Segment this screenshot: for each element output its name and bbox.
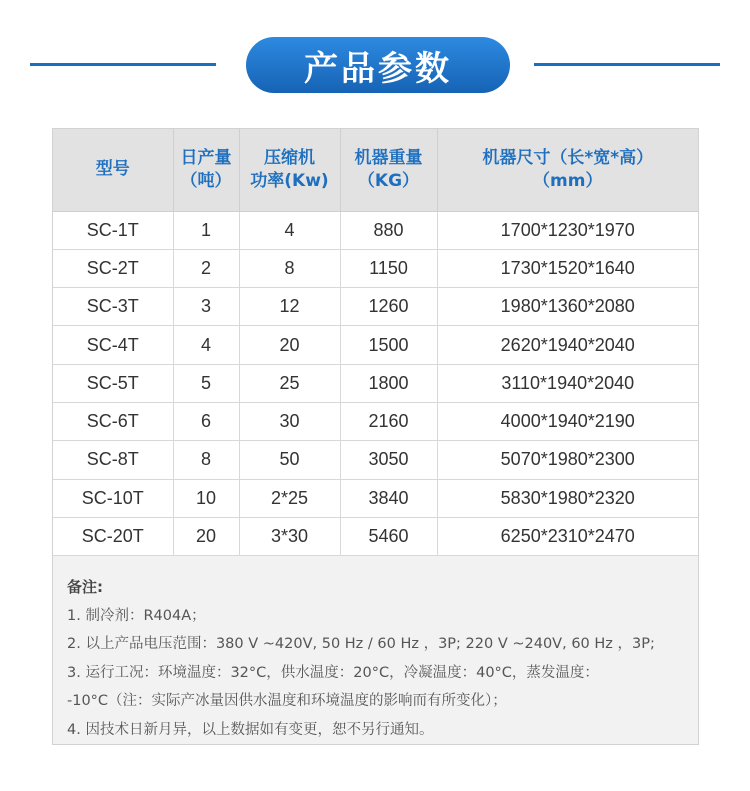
column-header-unit: （mm）	[533, 170, 603, 191]
table-cell: 2620*1940*2040	[437, 326, 698, 364]
table-cell: SC-5T	[53, 364, 173, 402]
table-cell: 25	[239, 364, 340, 402]
table-cell: 1700*1230*1970	[437, 211, 698, 249]
table-cell: SC-8T	[53, 441, 173, 479]
table-row	[53, 326, 698, 364]
table-row	[53, 364, 698, 402]
table-cell: 3110*1940*2040	[437, 364, 698, 402]
column-header-line: 日产量	[180, 147, 232, 168]
table-row	[53, 517, 698, 555]
column-header-unit: 功率(Kw)	[250, 170, 329, 191]
column-header	[437, 129, 698, 211]
column-header-unit: （KG）	[357, 170, 420, 191]
page-title: 产品参数	[304, 48, 452, 89]
table-cell: 1	[173, 211, 239, 249]
table-cell: 10	[173, 479, 239, 517]
table-cell: 30	[239, 402, 340, 440]
section-title-bar	[0, 37, 750, 93]
table-cell: SC-10T	[53, 479, 173, 517]
table-cell: 2*25	[239, 479, 340, 517]
notes-title: 备注:	[67, 578, 103, 596]
column-header-line: 机器重量	[354, 147, 423, 168]
table-cell: SC-20T	[53, 517, 173, 555]
table-cell: 20	[173, 517, 239, 555]
table-cell: 1260	[340, 288, 437, 326]
note-line: 4. 因技术日新月异，以上数据如有变更，恕不另行通知。	[67, 721, 434, 738]
table-cell: 3*30	[239, 517, 340, 555]
table-row	[53, 249, 698, 287]
table-cell: SC-3T	[53, 288, 173, 326]
table-cell: 5460	[340, 517, 437, 555]
notes-section	[67, 573, 687, 745]
table-row	[53, 441, 698, 479]
column-header-line: 型号	[95, 159, 130, 180]
column-header	[340, 129, 437, 211]
table-cell: 1980*1360*2080	[437, 288, 698, 326]
table-cell: 1150	[340, 249, 437, 287]
note-line: 2. 以上产品电压范围：380 V ~420V, 50 Hz / 60 Hz ，3P; 220 V ~240V, 60 Hz ，3P;	[67, 636, 655, 653]
table-cell: 5830*1980*2320	[437, 479, 698, 517]
table-cell: 3	[173, 288, 239, 326]
table-cell: 4	[239, 211, 340, 249]
table-cell: 4000*1940*2190	[437, 402, 698, 440]
title-badge	[246, 37, 510, 93]
table-cell: 6	[173, 402, 239, 440]
title-divider-left	[30, 63, 216, 66]
table-row	[53, 402, 698, 440]
spec-table	[53, 129, 698, 556]
column-header	[173, 129, 239, 211]
table-cell: 20	[239, 326, 340, 364]
note-line: -10°C（注：实际产冰量因供水温度和环境温度的影响而有所变化）；	[67, 693, 507, 710]
column-header-line: 机器尺寸（长*宽*高）	[482, 147, 654, 168]
table-cell: 6250*2310*2470	[437, 517, 698, 555]
note-line: 3. 运行工况：环境温度：32°C，供水温度：20°C，冷凝温度：40°C，蒸发温度：	[67, 664, 599, 681]
spec-panel	[52, 128, 699, 745]
table-body	[53, 211, 698, 556]
table-cell: 5	[173, 364, 239, 402]
table-cell: 8	[173, 441, 239, 479]
table-row	[53, 479, 698, 517]
table-cell: 8	[239, 249, 340, 287]
column-header	[239, 129, 340, 211]
note-line: 1. 制冷剂：R404A；	[67, 607, 206, 624]
table-cell: 5070*1980*2300	[437, 441, 698, 479]
table-cell: 880	[340, 211, 437, 249]
column-header-line: 压缩机	[264, 147, 315, 168]
table-cell: 1500	[340, 326, 437, 364]
column-header-unit: （吨）	[180, 170, 232, 191]
table-row	[53, 288, 698, 326]
table-cell: 3840	[340, 479, 437, 517]
table-cell: 2160	[340, 402, 437, 440]
table-cell: 50	[239, 441, 340, 479]
table-cell: 4	[173, 326, 239, 364]
table-cell: 12	[239, 288, 340, 326]
table-header-row	[53, 129, 698, 211]
table-cell: SC-1T	[53, 211, 173, 249]
table-cell: 2	[173, 249, 239, 287]
table-cell: SC-2T	[53, 249, 173, 287]
table-cell: 1730*1520*1640	[437, 249, 698, 287]
table-cell: 1800	[340, 364, 437, 402]
title-divider-right	[534, 63, 720, 66]
table-cell: SC-6T	[53, 402, 173, 440]
table-row	[53, 211, 698, 249]
table-cell: SC-4T	[53, 326, 173, 364]
table-cell: 3050	[340, 441, 437, 479]
column-header	[53, 129, 173, 211]
